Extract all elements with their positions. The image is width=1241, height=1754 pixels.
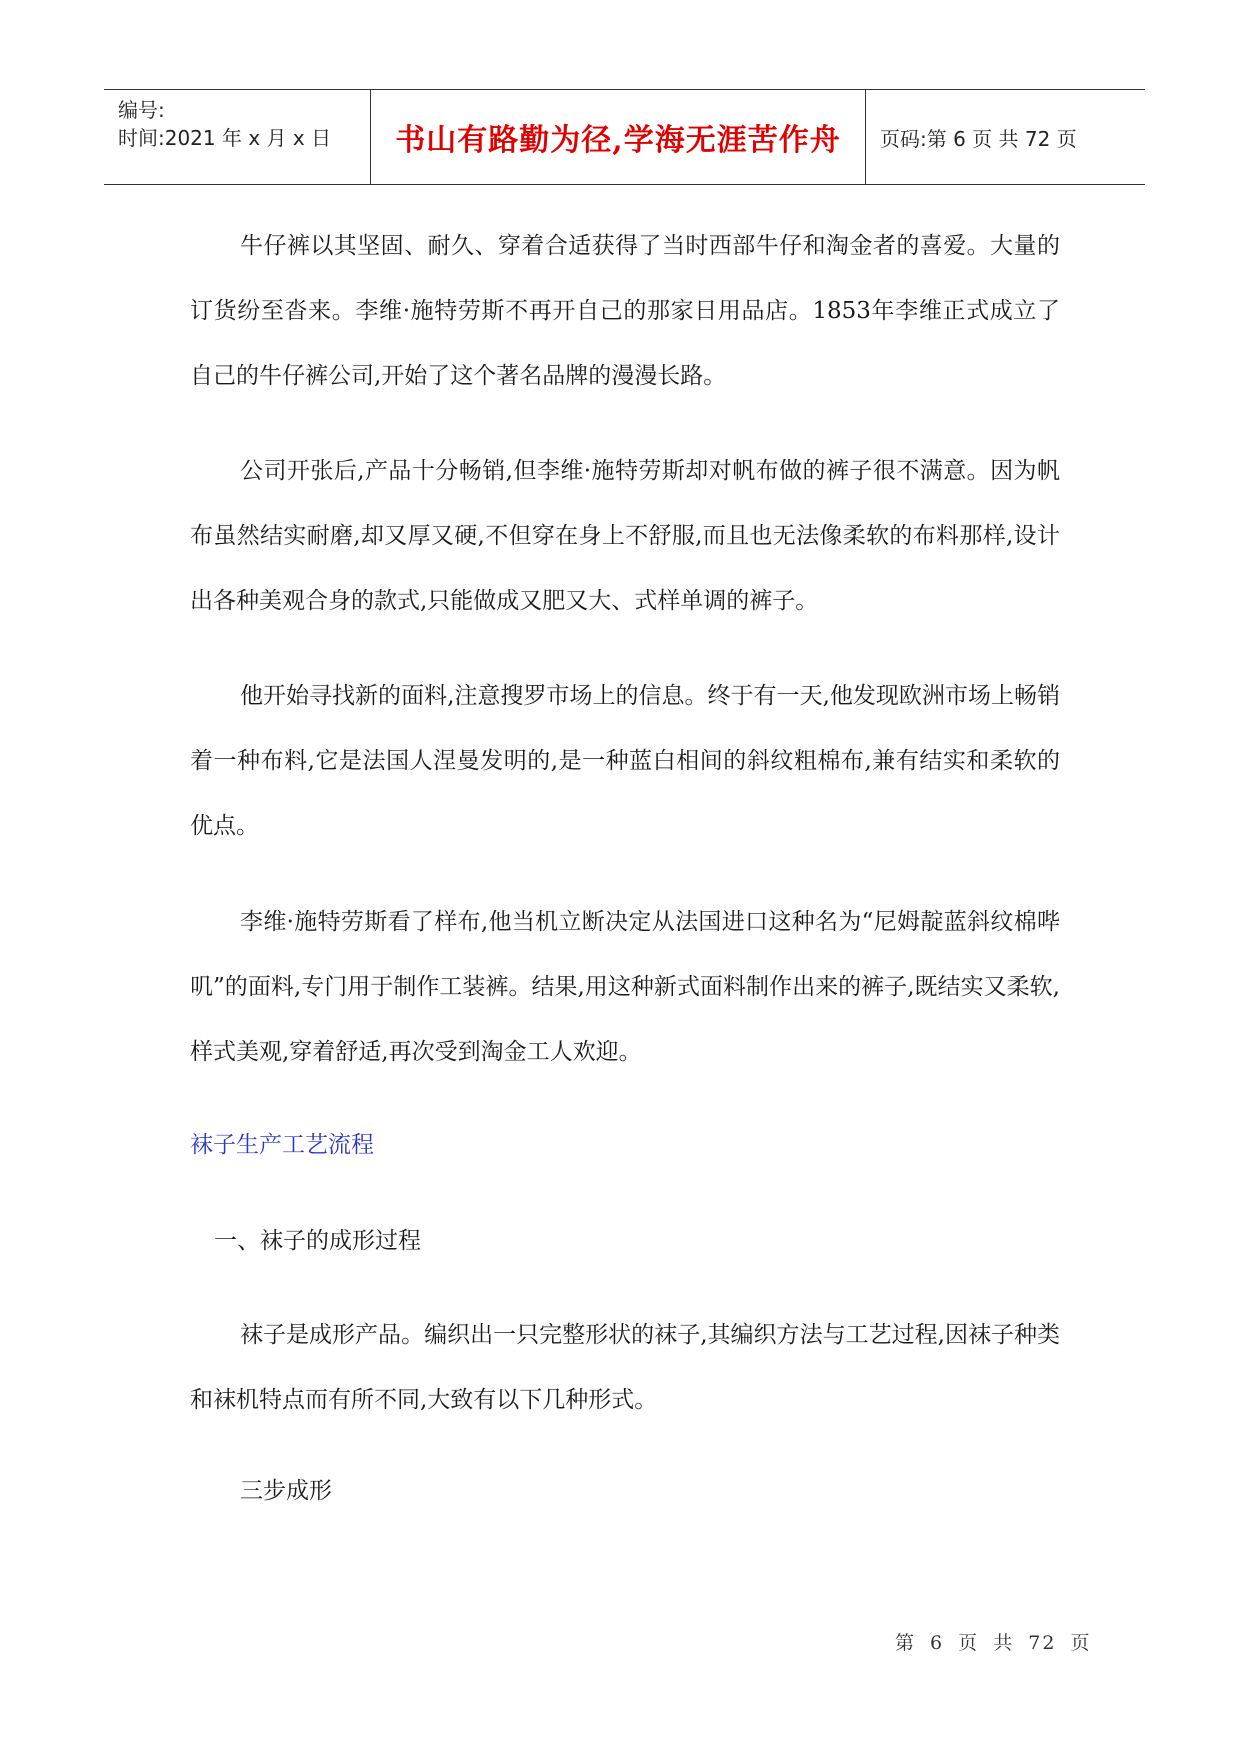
header-meta-cell — [104, 90, 371, 184]
header-page-info: 页码:第 6 页 共 72 页 — [880, 126, 1077, 151]
page-header — [104, 89, 1145, 185]
section-link-heading[interactable]: 袜子生产工艺流程 — [190, 1132, 374, 1158]
body-paragraph: 牛仔裤以其坚固、耐久、穿着合适获得了当时西部牛仔和淘金者的喜爱。大量的订货纷至沓来。李维·施特劳斯不再开自己的那家日用品店。1853年李维正式成立了自己的牛仔裤公司,开始了这个著名品牌的漫漫长路。 — [190, 233, 1060, 389]
body-paragraph: 他开始寻找新的面料,注意搜罗市场上的信息。终于有一天,他发现欧洲市场上畅销着一种布料,它是法国人涅曼发明的,是一种蓝白相间的斜纹粗棉布,兼有结实和柔软的优点。 — [190, 683, 1060, 839]
subsection-title: 三步成形 — [240, 1478, 332, 1504]
document-number-label: 编号: — [118, 98, 165, 122]
document-time-label: 时间:2021 年 x 月 x 日 — [118, 126, 332, 150]
header-motto: 书山有路勤为径,学海无涯苦作舟 — [371, 90, 866, 184]
body-paragraph: 李维·施特劳斯看了样布,他当机立断决定从法国进口这种名为“尼姆靛蓝斜纹棉哔叽”的面料,专门用于制作工装裤。结果,用这种新式面料制作出来的裤子,既结实又柔软,样式美观,穿着舒适,再次受到淘金工人欢迎。 — [190, 909, 1060, 1065]
body-paragraph: 公司开张后,产品十分畅销,但李维·施特劳斯却对帆布做的裤子很不满意。因为帆布虽然结实耐磨,却又厚又硬,不但穿在身上不舒服,而且也无法像柔软的布料那样,设计出各种美观合身的款式,只能做成又肥又大、式样单调的裤子。 — [190, 458, 1060, 614]
section-heading: 一、袜子的成形过程 — [214, 1228, 421, 1254]
page-footer: 第 6 页 共 72 页 — [895, 1632, 1092, 1654]
body-paragraph: 袜子是成形产品。编织出一只完整形状的袜子,其编织方法与工艺过程,因袜子种类和袜机特点而有所不同,大致有以下几种形式。 — [190, 1322, 1060, 1413]
